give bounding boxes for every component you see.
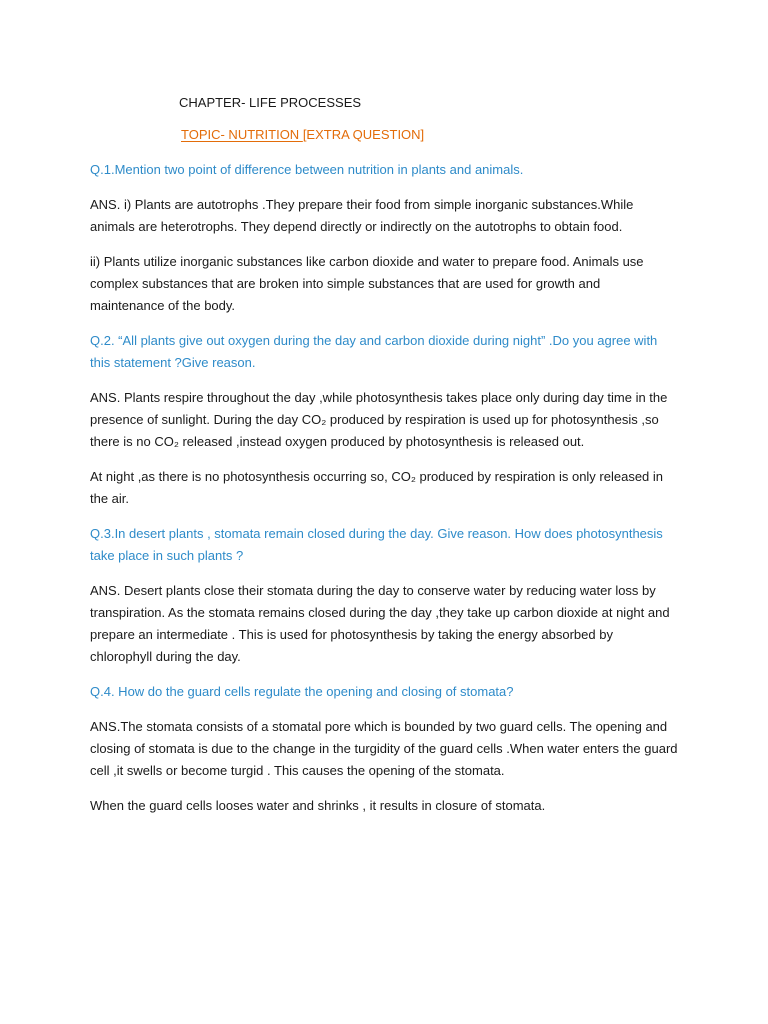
- question-4: Q.4. How do the guard cells regulate the opening and closing of stomata?: [90, 684, 514, 699]
- answer-1-part-2: ii) Plants utilize inorganic substances like carbon dioxide and water to prepare food. Animals use complex substances that are broken into simple substances that are used for growth and maintenance of the body.: [90, 254, 644, 313]
- answer-4-part-2: When the guard cells looses water and shrinks , it results in closure of stomata.: [90, 798, 546, 813]
- topic-extra: [EXTRA QUESTION]: [302, 127, 425, 142]
- answer-4-part-1: ANS.The stomata consists of a stomatal pore which is bounded by two guard cells. The opening and closing of stomata is due to the change in the turgidity of the guard cells .When water enters the guard cell ,it swells or become turgid . This causes the opening of the stomata.: [90, 719, 678, 778]
- topic-main: TOPIC- NUTRITION: [181, 127, 303, 142]
- question-3: Q.3.In desert plants , stomata remain closed during the day. Give reason. How does photosynthesis take place in such plants ?: [90, 526, 663, 563]
- chapter-title: CHAPTER- LIFE PROCESSES: [179, 95, 362, 110]
- answer-2-part-1: ANS. Plants respire throughout the day ,while photosynthesis takes place only during day time in the presence of sunlight. During the day CO₂ produced by respiration is used up for photosynthesis ,so there is no CO₂ released ,instead oxygen produced by photosynthesis is released out.: [90, 390, 668, 449]
- answer-1-part-1: ANS. i) Plants are autotrophs .They prepare their food from simple inorganic substances.While animals are heterotrophs. They depend directly or indirectly on the autotrophs to obtain food.: [90, 197, 634, 234]
- answer-3: ANS. Desert plants close their stomata during the day to conserve water by reducing water loss by transpiration. As the stomata remains closed during the day ,they take up carbon dioxide at night and prepare an intermediate . This is used for photosynthesis by taking the energy absorbed by chlorophyll during the day.: [90, 583, 670, 664]
- question-1: Q.1.Mention two point of difference between nutrition in plants and animals.: [90, 162, 524, 177]
- topic-title: [181, 126, 678, 144]
- question-2: Q.2. “All plants give out oxygen during the day and carbon dioxide during night” .Do you agree with this statement ?Give reason.: [90, 333, 658, 370]
- answer-2-part-2: At night ,as there is no photosynthesis occurring so, CO₂ produced by respiration is only released in the air.: [90, 469, 664, 506]
